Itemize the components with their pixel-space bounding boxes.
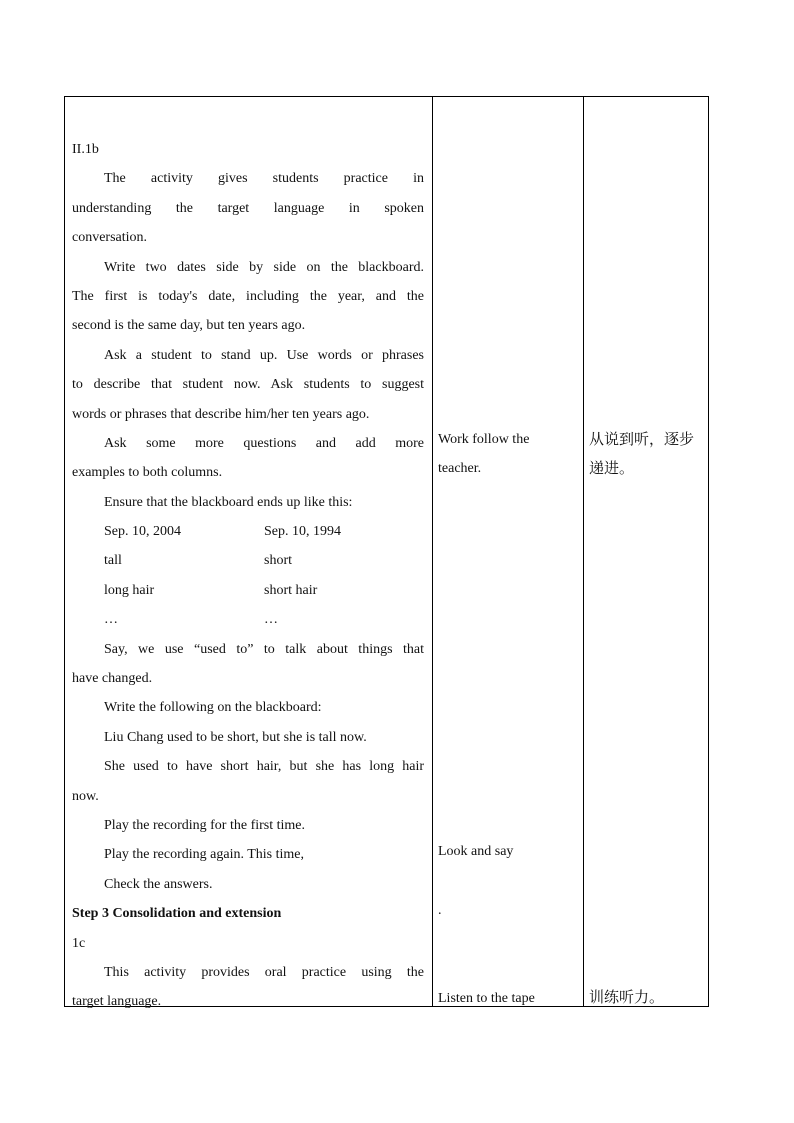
text-line: second is the same day, but ten years ago. [72,318,306,334]
text-line: Check the answers. [104,876,213,892]
text-line: now. [72,788,99,804]
text-line: The first is today's date, including the year, and the [72,288,424,304]
student-activity-2 [438,837,578,866]
sub-heading: 1c [72,935,86,951]
text-line: target language. [72,994,162,1010]
blackboard-left: long hair [104,582,155,598]
text-line: Work follow the [438,432,530,447]
student-activity-1 [438,425,578,484]
text-line: Ask some more questions and add more [104,435,424,451]
text-line: The activity gives students practice in [104,171,424,187]
text-line: examples to both columns. [72,465,223,481]
blackboard-left: Sep. 10, 2004 [104,524,181,540]
blackboard-left: tall [104,553,122,569]
design-intent-2 [589,983,704,1012]
text-line: conversation. [72,230,148,246]
text-line: Write the following on the blackboard: [104,700,322,716]
text-line: teacher. [438,461,482,477]
teacher-activity-column [72,135,424,1017]
text-line: to describe that student now. Ask students to suggest [72,377,424,393]
text-line: Listen to the tape [438,991,535,1006]
blackboard-row [72,605,424,634]
blackboard-row [72,546,424,575]
text-line: Say, we use “used to” to talk about things that [104,641,424,657]
lesson-plan-table [64,96,709,1010]
design-intent-1 [589,425,704,484]
section-heading: II.1b [72,142,99,157]
step-heading: Step 3 Consolidation and extension [72,906,282,922]
text-line: 从说到听，逐步 [589,430,695,448]
text-line: Ensure that the blackboard ends up like this: [104,494,353,510]
blackboard-right: short hair [264,582,318,598]
text-line: understanding the target language in spoken [72,200,424,216]
text-line: . [438,903,442,918]
student-activity-4 [438,984,578,1013]
column-divider-1 [432,97,433,1006]
blackboard-row [72,517,424,546]
text-line: 递进。 [589,459,635,478]
blackboard-right: … [264,612,278,628]
text-line: Liu Chang used to be short, but she is tall now. [104,729,367,745]
text-line: 训练听力。 [589,988,665,1006]
column-divider-2 [583,97,584,1006]
text-line: This activity provides oral practice using the [104,964,424,980]
text-line: Ask a student to stand up. Use words or phrases [104,347,424,363]
blackboard-row [72,576,424,605]
text-line: Play the recording again. This time, [104,847,304,863]
text-line: She used to have short hair, but she has long hair [104,759,424,775]
blackboard-right: short [264,553,292,569]
text-line: words or phrases that describe him/her ten years ago. [72,406,370,422]
blackboard-left: … [104,612,118,628]
student-activity-3 [438,896,578,925]
blackboard-right: Sep. 10, 1994 [264,524,341,540]
text-line: have changed. [72,671,153,687]
text-line: Look and say [438,844,514,859]
text-line: Write two dates side by side on the blackboard. [104,259,424,275]
text-line: Play the recording for the first time. [104,817,305,833]
